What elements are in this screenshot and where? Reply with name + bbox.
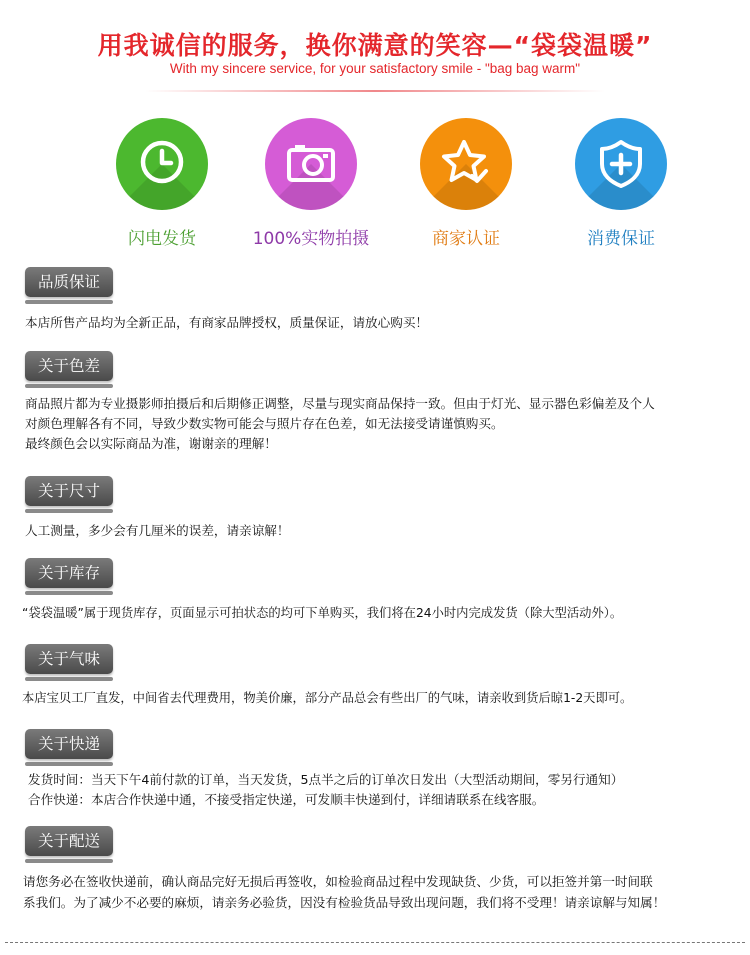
tag-underline <box>25 591 113 595</box>
section-tag: 关于快递 <box>25 729 113 759</box>
text-line: 请您务必在签收快递前，确认商品完好无损后再签收，如检验商品过程中发现缺货、少货，可以拒签并第一时间联 <box>23 874 653 889</box>
text-line: 本店所售产品均为全新正品，有商家品牌授权，质量保证，请放心购买！ <box>25 315 428 330</box>
star-badge-icon <box>420 118 512 210</box>
section-text <box>28 770 748 810</box>
tag-underline <box>25 762 113 766</box>
section-tag: 品质保证 <box>25 267 113 297</box>
divider <box>145 90 605 92</box>
shield-plus-icon <box>575 118 667 210</box>
section-text <box>25 521 745 541</box>
text-line: 最终颜色会以实际商品为准，谢谢亲的理解！ <box>25 436 277 451</box>
tag-underline <box>25 509 113 513</box>
text-line: 合作快递：本店合作快递中通，不接受指定快递，可发顺丰快递到付，详细请联系在线客服。 <box>28 792 545 807</box>
section-text <box>23 871 743 913</box>
feature-consumer-guarantee <box>546 118 696 249</box>
camera-icon <box>265 118 357 210</box>
feature-circle <box>420 118 512 210</box>
feature-merchant-verified <box>391 118 541 249</box>
feature-circle <box>575 118 667 210</box>
section-text <box>25 313 745 333</box>
tag-underline <box>25 859 113 863</box>
feature-real-photos <box>236 118 386 249</box>
feature-circle <box>265 118 357 210</box>
section-text <box>22 688 742 708</box>
text-line: 商品照片都为专业摄影师拍摄后和后期修正调整，尽量与现实商品保持一致。但由于灯光、显示器色彩偏差及个人 <box>25 396 655 411</box>
text-line: 本店宝贝工厂直发，中间省去代理费用，物美价廉，部分产品总会有些出厂的气味，请亲收到货后晾1-2天即可。 <box>22 691 633 705</box>
feature-label: 商家认证 <box>432 229 500 249</box>
page-title: 用我诚信的服务，换你满意的笑容—“袋袋温暖” <box>97 31 653 60</box>
section-tag: 关于色差 <box>25 351 113 381</box>
text-line: “袋袋温暖”属于现货库存，页面显示可拍状态的均可下单购买，我们将在24小时内完成发货（除大型活动外）。 <box>22 606 623 620</box>
feature-fast-shipping <box>87 118 237 249</box>
section-tag: 关于尺寸 <box>25 476 113 506</box>
feature-label: 消费保证 <box>587 229 655 249</box>
section-text <box>22 603 742 623</box>
tag-underline <box>25 300 113 304</box>
section-tag: 关于气味 <box>25 644 113 674</box>
text-line: 发货时间：当天下午4前付款的订单，当天发货，5点半之后的订单次日发出（大型活动期间，零另行通知） <box>28 772 624 787</box>
bottom-divider <box>5 942 745 943</box>
feature-label: 闪电发货 <box>128 229 196 249</box>
text-line: 系我们。为了减少不必要的麻烦，请亲务必验货，因没有检验货品导致出现问题，我们将不受理！请亲谅解与知属！ <box>23 895 666 910</box>
tag-underline <box>25 677 113 681</box>
section-tag: 关于库存 <box>25 558 113 588</box>
tag-underline <box>25 384 113 388</box>
page-subtitle: With my sincere service, for your satisfactory smile - "bag bag warm" <box>169 61 581 76</box>
feature-label: 100%实物拍摄 <box>252 229 370 249</box>
text-line: 对颜色理解各有不同，导致少数实物可能会与照片存在色差，如无法接受请谨慎购买。 <box>25 416 504 431</box>
section-text <box>25 394 745 454</box>
text-line: 人工测量，多少会有几厘米的误差，请亲谅解！ <box>25 523 290 538</box>
section-tag: 关于配送 <box>25 826 113 856</box>
clock-icon <box>116 118 208 210</box>
feature-circle <box>116 118 208 210</box>
